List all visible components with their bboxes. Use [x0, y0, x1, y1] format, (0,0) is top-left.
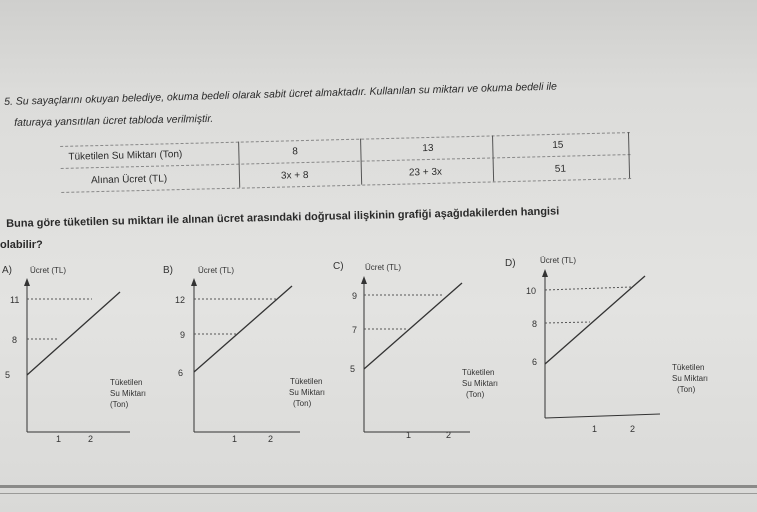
option-a-y-label: Ücret (TL) [30, 266, 66, 275]
option-d-tick-y-3: 6 [532, 357, 538, 367]
option-a-x-label-3: (Ton) [110, 400, 129, 409]
option-b-tick-y-2: 9 [180, 330, 186, 340]
option-d-line [545, 276, 645, 364]
option-c-tick-y-3: 5 [350, 364, 356, 374]
table-row1-value-1: 8 [292, 146, 299, 158]
prompt-line1: Buna göre tüketilen su miktarı ile alınan ücret arasındaki doğrusal ilişkinin grafiği aşağıdakilerden hangisi [6, 205, 560, 230]
option-a-graph[interactable] [2, 265, 146, 444]
option-a-tick-x-1: 1 [56, 434, 62, 444]
option-d-y-label: Ücret (TL) [540, 256, 576, 265]
option-c-x-label-2: Su Miktarı [462, 379, 499, 388]
option-c-tick-x-2: 2 [446, 430, 452, 440]
option-d-tick-y-1: 10 [526, 286, 537, 296]
question-sentence-1: Su sayaçlarını okuyan belediye, okuma bedeli olarak sabit ücret almaktadır. Kullanılan su miktarı ve okuma bedeli ile [15, 80, 558, 108]
page-bottom-rule [0, 485, 757, 488]
table-row2-value-2: 23 + 3x [408, 166, 443, 179]
option-b-tick-y-3: 6 [178, 368, 184, 378]
table-row2-value-1: 3x + 8 [280, 169, 309, 182]
option-d-x-label-2: Su Miktarı [672, 374, 709, 383]
question-text-line2: faturaya yansıtılan ücret tabloda verilmiştir. [14, 112, 214, 129]
prompt-line2: olabilir? [0, 239, 43, 251]
option-a-line [27, 292, 120, 375]
option-c-graph[interactable] [333, 261, 498, 440]
option-d-y-arrow [542, 269, 548, 277]
option-d-tick-x-1: 1 [592, 424, 598, 434]
table-row2-value-3: 51 [554, 163, 567, 175]
option-a-tick-x-2: 2 [88, 434, 94, 444]
option-c-tick-y-1: 9 [352, 291, 358, 301]
table-row2-label: Alınan Ücret (TL) [90, 173, 168, 187]
option-b-tick-x-1: 1 [232, 434, 238, 444]
option-c-y-arrow [361, 276, 367, 284]
option-c-line [364, 283, 462, 369]
option-b-letter: B) [163, 265, 173, 276]
table-row1-value-3: 15 [552, 139, 564, 151]
option-b-y-label: Ücret (TL) [198, 266, 234, 275]
option-d-tick-x-2: 2 [630, 424, 636, 434]
question-number: 5. [4, 95, 14, 108]
option-d-x-axis [545, 414, 660, 418]
option-a-y-arrow [24, 278, 30, 286]
option-c-tick-y-2: 7 [352, 325, 358, 335]
option-d-x-label-1: Tüketilen [672, 363, 705, 372]
option-c-letter: C) [333, 261, 344, 272]
option-b-tick-x-2: 2 [268, 434, 274, 444]
option-b-x-label-3: (Ton) [293, 399, 312, 408]
option-c-tick-x-1: 1 [406, 430, 412, 440]
option-a-tick-y-2: 8 [12, 335, 18, 345]
option-a-tick-y-1: 11 [10, 295, 20, 305]
option-b-tick-y-1: 12 [175, 295, 186, 305]
option-d-letter: D) [505, 258, 516, 269]
option-d-tick-y-2: 8 [532, 319, 538, 329]
option-b-x-label-1: Tüketilen [290, 377, 323, 386]
option-d-x-label-3: (Ton) [677, 385, 696, 394]
page-bottom-rule-thin [0, 493, 757, 494]
option-a-tick-y-3: 5 [5, 370, 11, 380]
option-a-x-label-1: Tüketilen [110, 378, 143, 387]
table-row1-label: Tüketilen Su Miktarı (Ton) [68, 149, 183, 163]
option-b-x-label-2: Su Miktarı [289, 388, 326, 397]
option-b-y-arrow [191, 278, 197, 286]
option-b-graph[interactable] [163, 265, 325, 444]
option-d-guide-mid [545, 322, 590, 323]
option-d-graph[interactable] [505, 256, 708, 434]
table-row1-value-2: 13 [422, 142, 434, 155]
option-a-letter: A) [2, 265, 12, 276]
option-a-x-label-2: Su Miktarı [110, 389, 147, 398]
option-c-x-label-3: (Ton) [466, 390, 485, 399]
option-d-guide-top [545, 287, 632, 290]
option-c-y-label: Ücret (TL) [365, 263, 401, 272]
option-c-x-label-1: Tüketilen [462, 368, 495, 377]
